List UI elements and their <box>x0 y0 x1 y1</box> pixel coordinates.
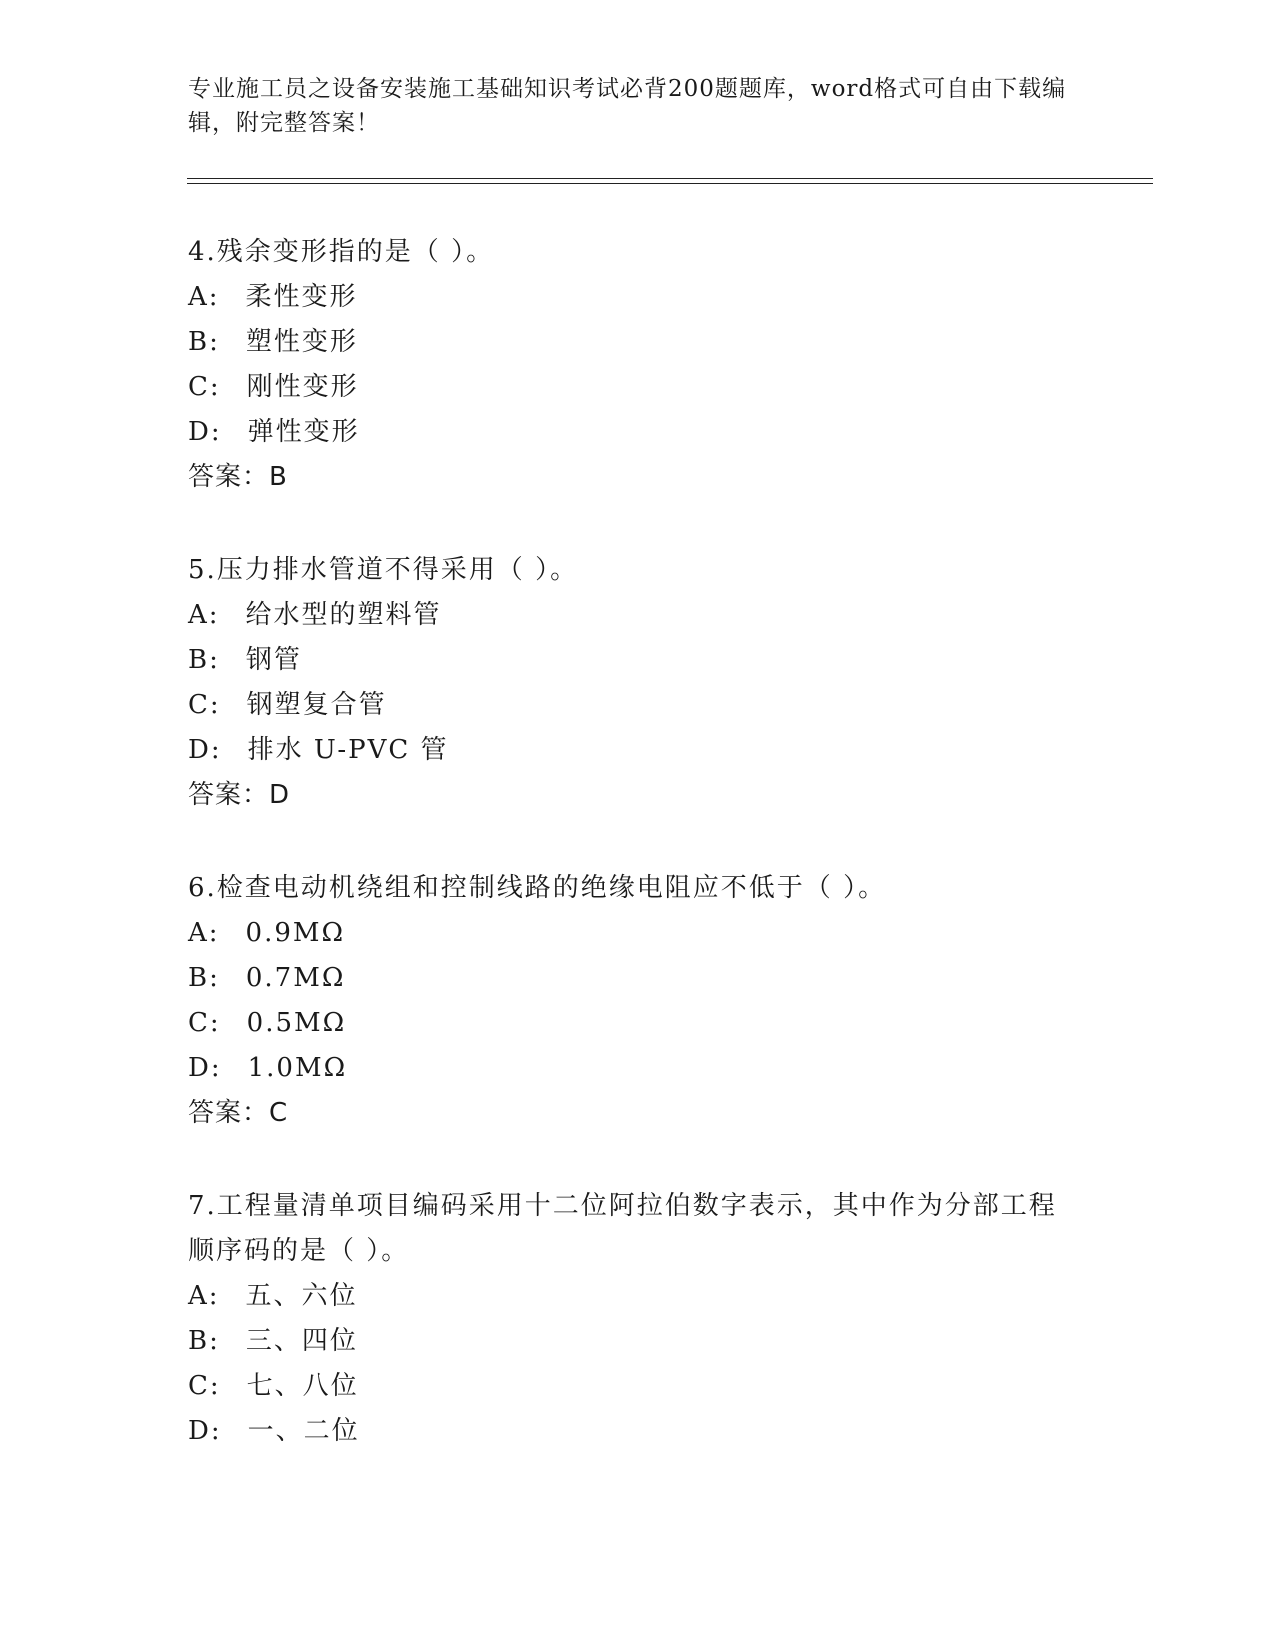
option-letter: A: <box>188 918 220 948</box>
option-d <box>188 410 1088 455</box>
option-text: 三、四位 <box>245 1326 358 1356</box>
option-letter: C: <box>188 1008 221 1038</box>
question-stem: 4.残余变形指的是（ ）。 <box>188 237 495 267</box>
option-letter: C: <box>188 690 221 720</box>
option-letter: C: <box>188 372 221 402</box>
option-text: 刚性变形 <box>246 372 359 402</box>
answer-line: 答案：D <box>188 780 291 810</box>
option-text: 一、二位 <box>247 1416 360 1446</box>
option-letter: A: <box>188 1281 220 1311</box>
option-d <box>188 1046 1088 1091</box>
question-7 <box>188 1184 1058 1454</box>
option-letter: B: <box>188 327 220 357</box>
option-b <box>188 638 1088 683</box>
option-letter: D: <box>188 1053 222 1083</box>
option-a <box>188 593 1088 638</box>
option-b <box>188 320 1088 365</box>
question-4 <box>188 230 1088 500</box>
question-stem: 6.检查电动机绕组和控制线路的绝缘电阻应不低于（ ）。 <box>188 873 887 903</box>
option-a <box>188 275 1088 320</box>
option-b <box>188 956 1088 1001</box>
option-letter: D: <box>188 417 222 447</box>
option-c <box>188 1364 1058 1409</box>
option-b <box>188 1319 1058 1364</box>
option-text: 弹性变形 <box>247 417 360 447</box>
option-d <box>188 728 1088 773</box>
option-text: 钢管 <box>245 645 302 675</box>
option-text: 钢塑复合管 <box>246 690 387 720</box>
option-a <box>188 1274 1058 1319</box>
option-letter: D: <box>188 735 222 765</box>
option-letter: B: <box>188 645 220 675</box>
option-letter: C: <box>188 1371 221 1401</box>
option-text: 五、六位 <box>245 1281 358 1311</box>
option-c <box>188 683 1088 728</box>
header-divider-bottom <box>187 183 1153 184</box>
option-letter: D: <box>188 1416 222 1446</box>
option-text: 七、八位 <box>246 1371 359 1401</box>
option-letter: A: <box>188 600 220 630</box>
question-stem: 5.压力排水管道不得采用（ ）。 <box>188 555 579 585</box>
option-c <box>188 365 1088 410</box>
answer-line: 答案：B <box>188 462 288 492</box>
option-letter: B: <box>188 1326 220 1356</box>
option-text: 1.0MΩ <box>247 1053 348 1083</box>
option-letter: B: <box>188 963 220 993</box>
question-6 <box>188 866 1088 1136</box>
option-text: 柔性变形 <box>245 282 358 312</box>
question-stem: 7.工程量清单项目编码采用十二位阿拉伯数字表示，其中作为分部工程顺序码的是（ ）。 <box>188 1191 1057 1266</box>
option-text: 0.5MΩ <box>246 1008 347 1038</box>
header-divider-top <box>187 178 1153 179</box>
option-text: 0.9MΩ <box>245 918 346 948</box>
question-5 <box>188 548 1088 818</box>
option-text: 塑性变形 <box>245 327 358 357</box>
answer-line: 答案：C <box>188 1098 289 1128</box>
option-d <box>188 1409 1058 1454</box>
option-text: 排水 U-PVC 管 <box>247 735 449 765</box>
option-a <box>188 911 1088 956</box>
option-c <box>188 1001 1088 1046</box>
option-letter: A: <box>188 282 220 312</box>
option-text: 0.7MΩ <box>245 963 346 993</box>
option-text: 给水型的塑料管 <box>245 600 442 630</box>
document-header: 专业施工员之设备安装施工基础知识考试必背200题题库，word格式可自由下载编辑，附完整答案！ <box>188 76 1067 136</box>
